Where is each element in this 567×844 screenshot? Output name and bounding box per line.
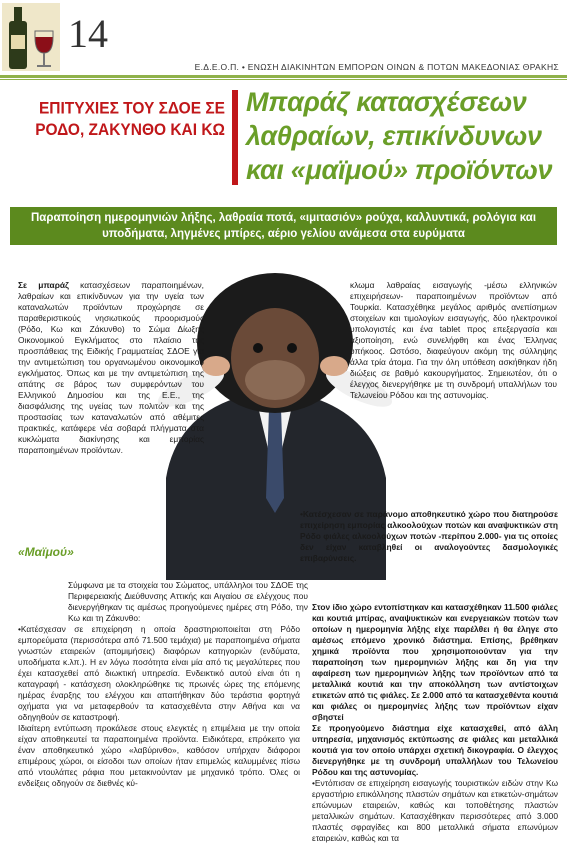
side-headline: ΕΠΙΤΥΧΙΕΣ ΤΟΥ ΣΔΟΕ ΣΕ ΡΟΔΟ, ΖΑΚΥΝΘΟ ΚΑΙ ΚΩ [35,99,225,140]
subheading: «Μαϊμού» [18,545,74,559]
section-header: Ε.Δ.Ε.Ο.Π. • ΕΝΩΣΗ ΔΙΑΚΙΝΗΤΩΝ ΕΜΠΟΡΩΝ ΟΙΝΩΝ & ΠΟΤΩΝ ΜΑΚΕΔΟΝΙΑΣ ΘΡΑΚΗΣ [194,62,559,72]
main-headline: Μπαράζ κατασχέσεων λαθραίων, επικίνδυνων και «μαϊμού» προϊόντων [246,87,553,185]
bottom-text [18,580,558,844]
paragraph-2: Ιδιαίτερη εντύπωση προκάλεσε στους ελεγκτές η επιμέλεια με την οποία είχαν αποθηκευτεί τα παραποιημένα προϊόντα. Ειδικότερα, επρόκειτο για έναν αποθηκευτικό χώρο «λαβύρινθο», καθόσον υπήρχαν διάφοροι επιμέρους χώροι, οι είσοδοι των οποίων ήταν επιμελώς καλυμμένες πίσω από ντουλάπες ράφια που μετακινούνταν με μηχανικό τρόπο. Όλες οι ενδείξεις οδηγούν σε διεθνές κύ- [18,723,300,788]
page-number: 14 [68,11,108,56]
paragraph-r2: Σε προηγούμενο διάστημα είχε κατασχεθεί, από άλλη υπηρεσία, μηχανισμός εκτύπωσης σε φιάλες και μεταλλικά κουτιά για τον οποίο υπάρχει σχετική δικογραφία. Ο έλεγχος διενεργήθηκε με τη συνδρομή υπαλλήλων του Τελωνείου Ρόδου και της αστυνομίας. [312,723,558,777]
right-text: κλωμα λαθραίας εισαγωγής -μέσω ελληνικών επιχειρήσεων- παραποιημένων προϊόντων από Τουρκία. Κατασχέθηκε μεγάλος αριθμός ανεπίσημων στοιχείων και τιμολογίων εισαγωγής, δύο ηλεκτρονικοί υπολογιστές και ένα tablet προς επεξεργασία και αξιοποίηση, ενώ συνελήφθη και ένας Έλληνας υπήκοος. Ωστόσο, διαφεύγουν ακόμη της σύλληψης άλλα τρία άτομα. Για την όλη υπόθεση ασκήθηκαν ήδη διώξεις σε βαθμό κακουργήματος. Σημειωτέον, ότι ο έλεγχος διενεργήθηκε με τη συνδρομή υπαλλήλων του Τελωνείου Ρόδου και της αστυνομίας. [350,280,557,400]
right-bold-paragraph: •Κατέσχεσαν σε παράνομο αποθηκευτικό χώρο που διατηρούσε επιχείρηση εμπορίας αλκοολούχων ποτών και αναψυκτικών στη Ρόδο φιάλες αλκοολούχων ποτών -περίπου 2.000- για τις οποίες δεν είχαν καταβληθεί οι αναλογούντες δασμολογικές επιβαρύνσεις. [300,509,558,563]
wine-bottle-glass-icon [2,3,60,71]
paragraph-r3: •Εντόπισαν σε επιχείρηση εισαγωγής τουριστικών ειδών στην Κω εργαστήριο επικόλλησης πλαστών σημάτων και ετικετών-σημάτων επώνυμων εταιρειών, καθώς και τοποθέτησης πλαστών μεταλλικών σημάτων. Κατασχέθηκαν περισσότερες από 3.000 πλαστές σφραγίδες και 800 μεταλλικά σήματα επωνύμων εταιρειών, καθώς και τα [312,778,558,843]
lead-bold: Σε μπαράζ [18,280,69,290]
header-divider [0,75,567,78]
paragraph-r1: Στον ίδιο χώρο εντοπίστηκαν και κατασχέθηκαν 11.500 φιάλες και κουτιά μπίρας, αναψυκτικών και ενεργειακών ποτών των οποίων η ημερομηνία λήξης είχε παρέλθει ή θα έληγε στο αμέσως επόμενο χρονικό διάστημα. Επίσης, βρέθηκαν χημικά προϊόντα που χρησιμοποιούνταν για την παραποίηση των ημερομηνιών λήξης και δη για την αφαίρεση των ημερομηνιών λήξης των προϊόντων από τα μεταλλικά κουτιά και την αποκόλληση των αντίστοιχων ετικετών από τις φιάλες. Σε 2.000 από τα κατασχεθέντα κουτιά και φιάλες οι ημερομηνίες λήξης των προϊόντων είχαν σβηστεί [312,602,558,722]
headline-accent-bar [232,90,238,185]
header-divider-thin [0,79,567,80]
page-header [0,0,567,80]
left-text: κατασχέσεων παραποιημένων, λαθραίων και επικίνδυνων για την υγεία των καταναλωτών προϊόντων προχώρησε σε παραθεριστικούς νησιωτικούς προορισμούς (Ρόδο, Κω και Ζάκυνθο) το Σώμα Δίωξης Οικονομικού Εγκλήματος στο πλαίσιο της προσπάθειας της Ειδικής Γραμματείας ΣΔΟΕ για την αντιμετώπιση του οργανωμένου οικονομικού εγκλήματος. Όπως και με την αντιμετώπιση της απάτης σε βάρος των συμφερόντων του Ελληνικού Δημοσίου και της Ε.Ε., της διασφάλισης της υγείας των πολιτών και της προστασίας των καταναλωτών από αθέμιτες πρακτικές, κατάφερε νέα σοβαρά πλήγματα στα κυκλώματα διακίνησης και εμπορίας παραποιημένων προϊόντων. [18,280,204,455]
right-column-text [350,280,557,401]
paragraph-1: •Κατέσχεσαν σε επιχείρηση η οποία δραστηριοποιείται στη Ρόδο εμπορεύματα (περισσότερα από 71.500 τεμάχια) με παραποιημένα σήματα γνωστών εταιρειών (απομιμήσεις) διαφόρων κατηγοριών (ενδύματα, υποδήματα κ.λπ.). Η εν λόγω ποσότητα είναι μία από τις μεγαλύτερες που έχει κατασχεθεί από διωκτική υπηρεσία. Ενδεικτικό αυτού είναι ότι η καταγραφή - κατάσχεση ολοκληρώθηκε τις πρωινές ώρες της επόμενης ημέρας έναρξης του ελέγχου και απαιτήθηκαν δύο τεράστια φορτηγά οχήματα για να μεταφερθούν τα κατασχεθέντα στην Αθήνα και να οδηγηθούν σε καταστροφή. [18,624,300,722]
intro-paragraph: Σύμφωνα με τα στοιχεία του Σώματος, υπάλληλοι του ΣΔΟΕ της Περιφερειακής Διεύθυνσης Αττικής και Αιγαίου σε ελέγχους που διενεργήθηκαν τις αμέσως προηγούμενες ημέρες στη Ρόδο, την Κω και τη Ζάκυνθο: [68,580,308,623]
summary-banner: Παραποίηση ημερομηνιών λήξης, λαθραία ποτά, «ιμιτασιόν» ρούχα, καλλυντικά, ρολόγια και υποδήματα, ληγμένες μπίρες, αέριο γελίου ανάμεσα στα ευρύματα [10,207,557,245]
left-column-text [18,280,204,456]
